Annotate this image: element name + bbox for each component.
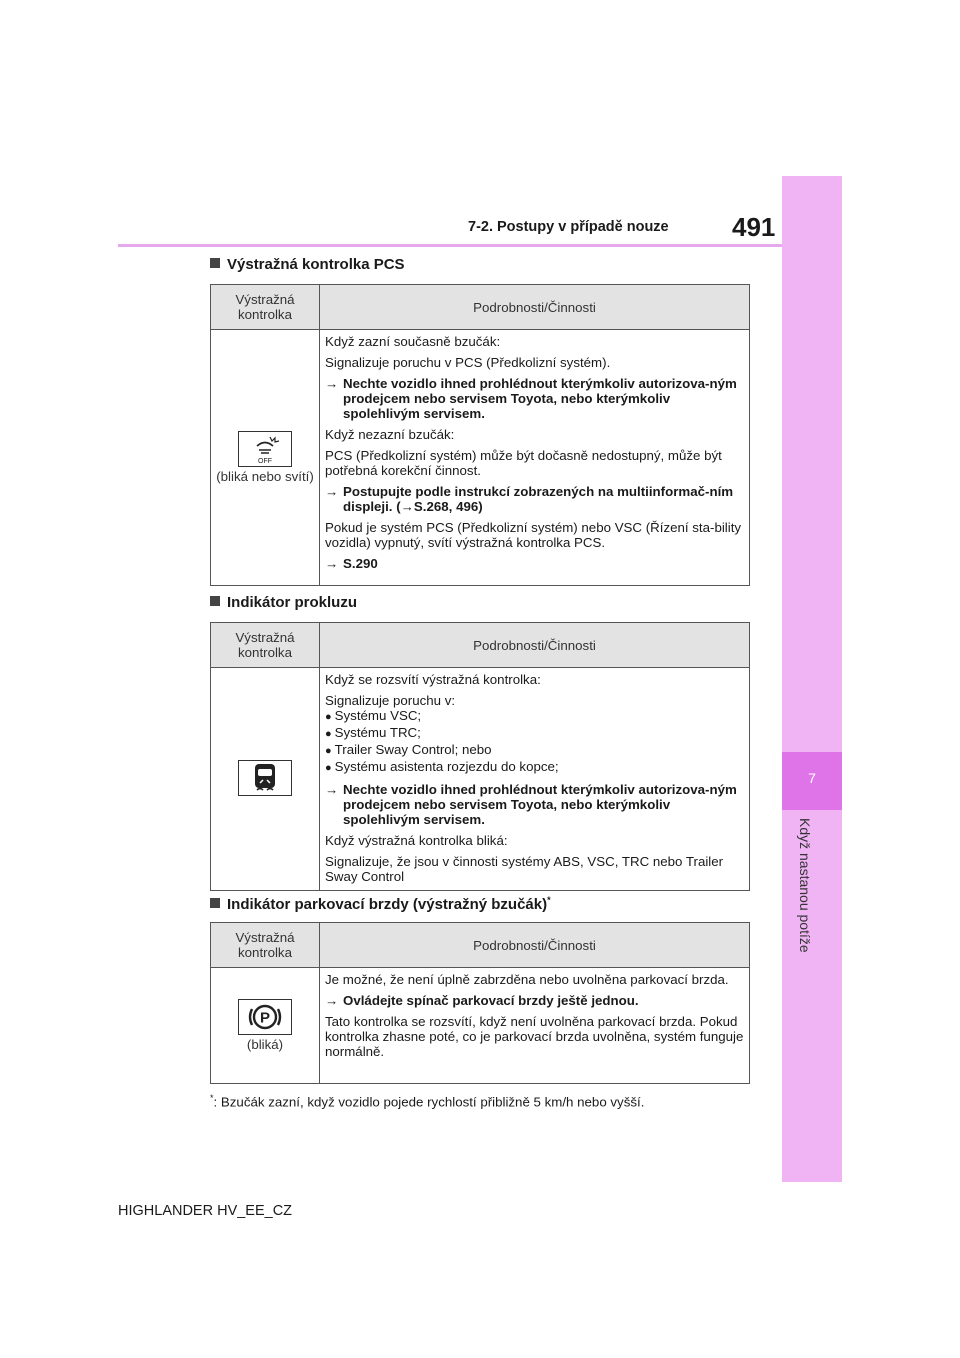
section-title-slip: Indikátor prokluzu: [210, 594, 357, 611]
table-header-col1: Výstražná kontrolka: [211, 285, 320, 330]
footer-model: HIGHLANDER HV_EE_CZ: [118, 1203, 293, 1219]
footnote: *: Bzučák zazní, když vozidlo pojede rychlostí přibližně 5 km/h nebo vyšší.: [210, 1093, 645, 1110]
icon-caption: (bliká nebo svítí): [216, 469, 314, 484]
arrow-icon: →: [325, 484, 339, 499]
side-tab-label: Když nastanou potíže: [797, 818, 813, 953]
header-rule: [118, 244, 782, 247]
table-header-col2: Podrobnosti/Činnosti: [320, 623, 750, 668]
list-item: ● Systému VSC;: [325, 708, 745, 725]
action-line: → Ovládejte spínač parkovací brzdy ještě jednou.: [325, 993, 639, 1008]
square-bullet-icon: [210, 258, 220, 268]
parking-brake-table: [210, 922, 750, 1084]
chapter-title: 7-2. Postupy v případě nouze: [468, 219, 669, 235]
list-item: ● Trailer Sway Control; nebo: [325, 742, 745, 759]
list-item: ● Systému TRC;: [325, 725, 745, 742]
description-cell: Je možné, že není úplně zabrzděna nebo uvolněna parkovací brzda. → Ovládejte spínač parkovací brzdy ještě jednou. Tato kontrolka se rozsvítí, když není uvolněna parkovací brzda. Pokud kontrolka zhasne poté, co je parkovací brzda uvolněna, systém funguje normálně.: [320, 968, 750, 1084]
pcs-off-icon: [238, 431, 292, 467]
page-ref-line: → S.290: [325, 556, 378, 571]
description-cell: Když zazní současně bzučák: Signalizuje poruchu v PCS (Předkolizní systém). → Nechte vozidlo ihned prohlédnout kterýmkoliv autorizova-ným prodejcem nebo servisem Toyota, nebo kterýmkoliv spolehlivým servisem. Když nezazní bzučák: PCS (Předkolizní systém) může být dočasně nedostupný, může být potřebná korekční činnost. → Postupujte podle instrukcí zobrazených na multiinformač-ním displeji. (→S.268, 496) Pokud je systém PCS (Předkolizní systém) nebo VSC (Řízení sta-bility vozidla) vypnutý, svítí výstražná kontrolka PCS. → S.290: [320, 330, 750, 586]
pcs-table: [210, 284, 750, 586]
table-header-col2: Podrobnosti/Činnosti: [320, 923, 750, 968]
table-header-col1: Výstražná kontrolka: [211, 923, 320, 968]
table-header-col2: Podrobnosti/Činnosti: [320, 285, 750, 330]
slip-indicator-icon: [238, 760, 292, 796]
square-bullet-icon: [210, 596, 220, 606]
section-title-parking-brake: Indikátor parkovací brzdy (výstražný bzučák)*: [210, 895, 551, 913]
list-item: ● Systému asistenta rozjezdu do kopce;: [325, 759, 745, 776]
page-number: 491: [732, 212, 776, 242]
table-header-row: [211, 285, 750, 330]
arrow-icon: →: [325, 993, 339, 1008]
action-line: → Nechte vozidlo ihned prohlédnout kterýmkoliv autorizova-ným prodejcem nebo servisem Toyota, nebo kterýmkoliv spolehlivým servisem.: [325, 782, 737, 827]
icon-cell: [211, 968, 320, 1084]
table-header-col1: Výstražná kontrolka: [211, 623, 320, 668]
svg-text:P: P: [259, 1009, 271, 1027]
table-row: [211, 968, 750, 1084]
action-line: → Nechte vozidlo ihned prohlédnout kterýmkoliv autorizova-ným prodejcem nebo servisem Toyota, nebo kterýmkoliv spolehlivým servisem.: [325, 376, 737, 421]
icon-cell: [211, 330, 320, 586]
svg-text:OFF: OFF: [258, 458, 272, 465]
square-bullet-icon: [210, 898, 220, 908]
arrow-icon: →: [325, 556, 339, 571]
arrow-icon: →: [325, 782, 339, 797]
arrow-icon: →: [325, 376, 339, 391]
table-header-row: [211, 623, 750, 668]
parking-brake-icon: [238, 999, 292, 1035]
section-title-pcs: Výstražná kontrolka PCS: [210, 256, 405, 273]
table-row: [211, 668, 750, 891]
action-line: → Postupujte podle instrukcí zobrazených na multiinformač-ním displeji. (→S.268, 496): [325, 484, 734, 514]
table-header-row: [211, 923, 750, 968]
icon-caption: (bliká): [246, 1037, 284, 1052]
side-tab: [782, 176, 842, 1182]
icon-cell: [211, 668, 320, 891]
table-row: [211, 330, 750, 586]
slip-table: [210, 622, 750, 891]
description-cell: Když se rozsvítí výstražná kontrolka: Signalizuje poruchu v: ● Systému VSC; ● Systému TRC; ● Trailer Sway Control; nebo ● Systému asistenta rozjezdu do kopce; → Nechte vozidlo ihned prohlédnout kterýmkoliv autorizova-ným prodejcem nebo servisem Toyota, nebo kterýmkoliv spolehlivým servisem. Když výstražná kontrolka bliká: Signalizuje, že jsou v činnosti systémy ABS, VSC, TRC nebo Trailer Sway Control: [320, 668, 750, 891]
side-tab-number: 7: [808, 770, 816, 786]
